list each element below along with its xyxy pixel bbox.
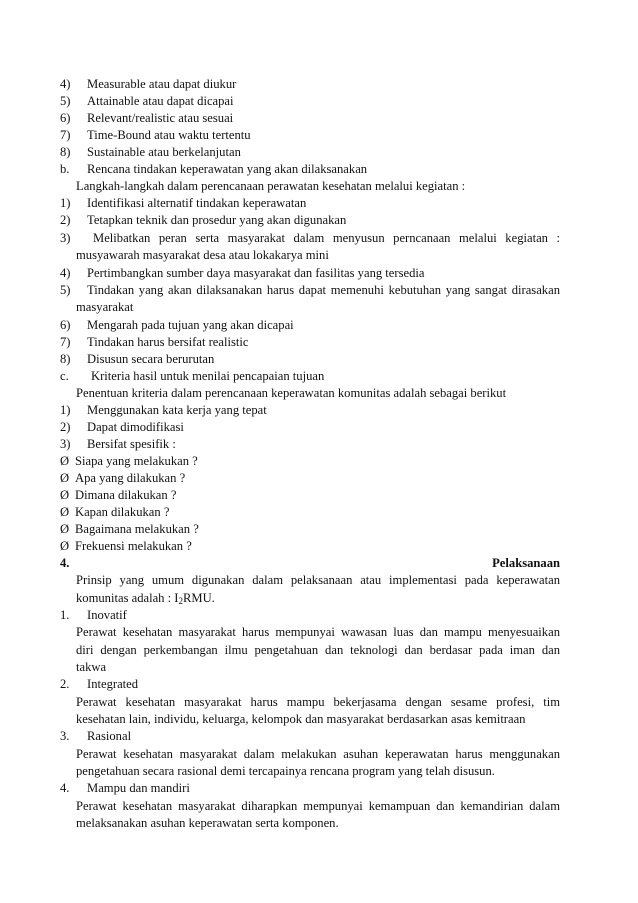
bullet-mark: Ø (60, 539, 70, 553)
principle-text: Perawat kesehatan masyarakat harus mempunyai wawasan luas dan mampu menyesuaikan (76, 625, 560, 639)
list-item: Pertimbangkan sumber daya masyarakat dan fasilitas yang tersedia (87, 266, 425, 280)
principle-text: diri dengan perkembangan ilmu pengetahuan dan teknologi dan berdasar pada iman dan (76, 643, 560, 657)
bullet-item: Dimana dilakukan ? (75, 488, 177, 502)
bullet-mark: Ø (60, 454, 70, 468)
list-number: 4. (60, 781, 70, 795)
list-number: 1) (60, 196, 71, 210)
list-number: 6) (60, 111, 71, 125)
list-number: 4) (60, 77, 71, 91)
list-number: 3) (60, 231, 71, 245)
list-item-continuation: masyarakat (76, 300, 134, 314)
principle-text: Perawat kesehatan masyarakat diharapkan mempunyai kemampuan dan kemandirian dalam (76, 799, 560, 813)
list-item: Measurable atau dapat diukur (87, 77, 237, 91)
section-b-number: b. (60, 162, 70, 176)
list-item: Mengarah pada tujuan yang akan dicapai (87, 318, 294, 332)
list-number: 4) (60, 266, 71, 280)
bullet-item: Kapan dilakukan ? (75, 505, 170, 519)
section-b-intro: Langkah-langkah dalam perencanaan perawatan kesehatan melalui kegiatan : (76, 179, 466, 193)
section-c-title: Kriteria hasil untuk menilai pencapaian tujuan (91, 369, 325, 383)
list-item: Time-Bound atau waktu tertentu (87, 128, 251, 142)
list-item: Attainable atau dapat dicapai (87, 94, 234, 108)
list-item: Dapat dimodifikasi (87, 420, 184, 434)
list-number: 1) (60, 403, 71, 417)
list-item: Melibatkan peran serta masyarakat dalam menyusun perncanaan melalui kegiatan : (93, 231, 560, 245)
list-item: Tindakan harus bersifat realistic (87, 335, 249, 349)
list-item: Menggunakan kata kerja yang tepat (87, 403, 267, 417)
list-number: 2) (60, 420, 71, 434)
list-item: Disusun secara berurutan (87, 352, 215, 366)
list-number: 6) (60, 318, 71, 332)
principle-text: Perawat kesehatan masyarakat dalam melakukan asuhan keperawatan harus menggunakan (76, 747, 560, 761)
list-number: 2. (60, 677, 70, 691)
list-item: Sustainable atau berkelanjutan (87, 145, 241, 159)
principle-title: Integrated (87, 677, 139, 691)
section-4-intro: Prinsip yang umum digunakan dalam pelaksanaan atau implementasi pada keperawatan (76, 573, 560, 587)
list-item: Tindakan yang akan dilaksanakan harus dapat memenuhi kebutuhan yang sangat dirasakan (87, 283, 560, 297)
bullet-item: Siapa yang melakukan ? (75, 454, 198, 468)
section-4-title: Pelaksanaan (492, 556, 560, 570)
list-number: 8) (60, 352, 71, 366)
list-number: 3) (60, 437, 71, 451)
section-c-number: c. (60, 369, 69, 383)
bullet-mark: Ø (60, 471, 70, 485)
bullet-item: Apa yang dilakukan ? (75, 471, 186, 485)
principle-title: Inovatif (87, 608, 127, 622)
principle-text: takwa (76, 660, 107, 674)
list-item: Identifikasi alternatif tindakan keperawatan (87, 196, 307, 210)
principle-title: Rasional (87, 729, 132, 743)
principle-text: kesehatan lain, individu, keluarga, kelompok dan masyarakat berdasarkan asas kemitraan (76, 712, 526, 726)
list-number: 5) (60, 283, 71, 297)
section-4-number: 4. (60, 556, 70, 570)
principle-text: Perawat kesehatan masyarakat harus mampu bekerjasama dengan sesame profesi, tim (76, 695, 560, 709)
list-number: 5) (60, 94, 71, 108)
list-number: 8) (60, 145, 71, 159)
bullet-mark: Ø (60, 488, 70, 502)
list-item: Relevant/realistic atau sesuai (87, 111, 234, 125)
section-4-intro-cont: komunitas adalah : $I_2RMU$. (76, 591, 215, 606)
list-item: Tetapkan teknik dan prosedur yang akan digunakan (87, 213, 347, 227)
bullet-item: Frekuensi melakukan ? (75, 539, 192, 553)
principle-text: pengetahuan secara rasional demi tercapainya rencana program yang telah disusun. (76, 764, 495, 778)
section-c-intro: Penentuan kriteria dalam perencanaan keperawatan komunitas adalah sebagai berikut (76, 386, 507, 400)
bullet-mark: Ø (60, 522, 70, 536)
bullet-item: Bagaimana melakukan ? (75, 522, 199, 536)
principle-text: melaksanakan asuhan keperawatan serta komponen. (76, 816, 339, 830)
principle-title: Mampu dan mandiri (87, 781, 190, 795)
list-number: 1. (60, 608, 70, 622)
list-item: Bersifat spesifik : (87, 437, 176, 451)
bullet-mark: Ø (60, 505, 70, 519)
list-number: 3. (60, 729, 70, 743)
section-b-title: Rencana tindakan keperawatan yang akan dilaksanakan (87, 162, 368, 176)
list-item-continuation: musyawarah masyarakat desa atau lokakarya mini (76, 248, 329, 262)
list-number: 2) (60, 213, 71, 227)
list-number: 7) (60, 128, 71, 142)
list-number: 7) (60, 335, 71, 349)
